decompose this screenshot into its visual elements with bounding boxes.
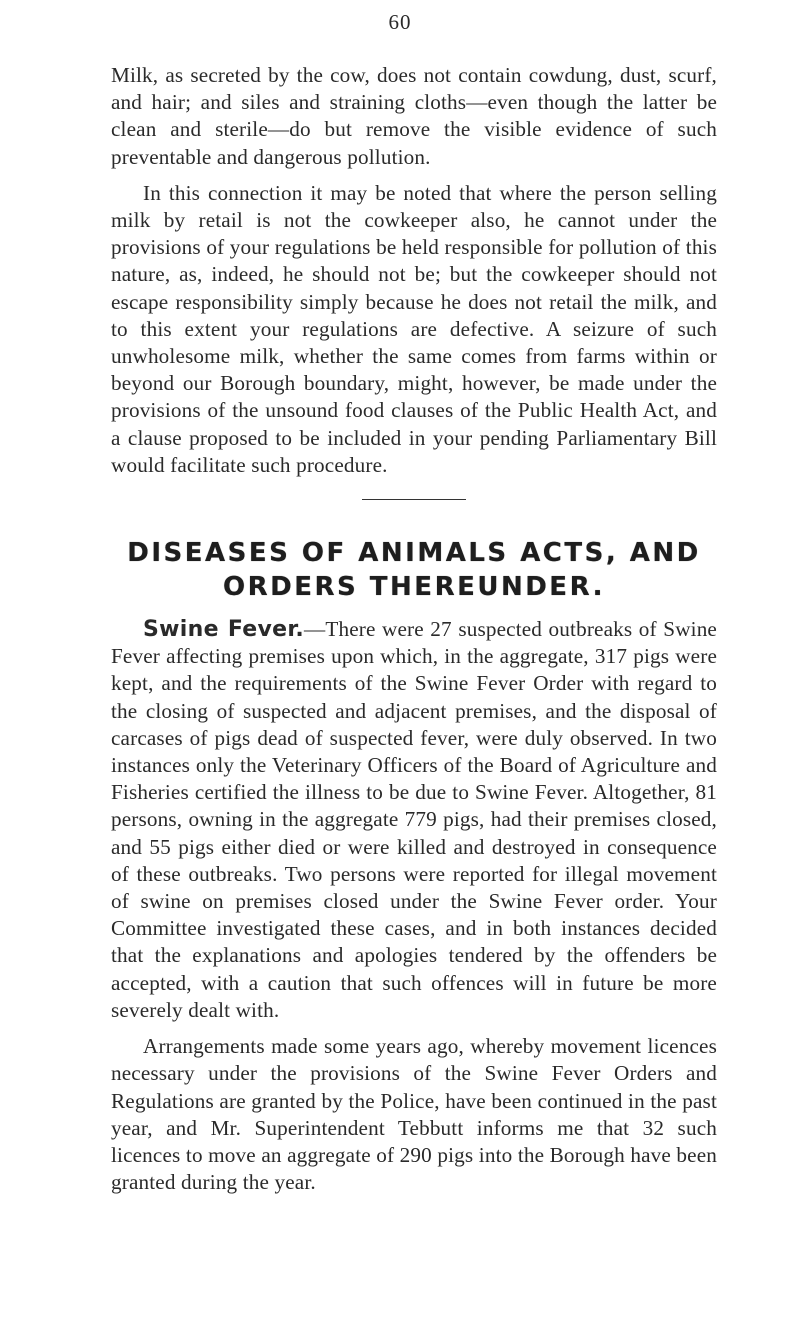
paragraph-swine-fever xyxy=(111,616,717,1024)
page-number: 60 xyxy=(388,10,412,34)
section-heading xyxy=(111,536,717,604)
section-heading-line-1: DISEASES OF ANIMALS ACTS, AND xyxy=(127,538,701,569)
section-heading-line-2: ORDERS THEREUNDER. xyxy=(223,572,605,603)
paragraph-regulations: In this connection it may be noted that where the person selling milk by retail is not the cowkeeper also, he cannot under the provisions of your regulations be held responsible for pollution of this nature, as, indeed, he should not be; but the cowkeeper should not escape responsibility simply because he does not retail the milk, and to this extent your regulations are defective. A seizure of such unwholesome milk, whether the same comes from farms within or beyond our Borough boundary, might, however, be made under the provisions of the unsound food clauses of the Public Health Act, and a clause proposed to be included in your pending Parliamentary Bill would facilitate such procedure. xyxy=(111,180,717,477)
swine-fever-label: Swine Fever. xyxy=(143,617,305,643)
paragraph-milk-pollution: Milk, as secreted by the cow, does not contain cowdung, dust, scurf, and hair; and siles and straining cloths—even though the latter be clean and sterile—do but remove the visible evidence of such preventable and dangerous pollution. xyxy=(111,63,717,169)
paragraph-movement-licences: Arrangements made some years ago, whereby movement licences necessary under the provisions of the Swine Fever Orders and Regulations are granted by the Police, have been continued in the past year, and Mr. Superintendent Tebbutt informs me that 32 such licences to move an aggregate of 290 pigs into the Borough have been granted during the year. xyxy=(111,1034,717,1195)
section-divider xyxy=(362,499,466,500)
swine-fever-text: —There were 27 suspected outbreaks of Swine Fever affecting premises upon which, in the aggregate, 317 pigs were kept, and the requirements of the Swine Fever Order with regard to the closing of suspected and adjacent premises, and the disposal of carcases of pigs dead of suspected fever, were duly observed. In two instances only the Veterinary Officers of the Board of Agriculture and Fisheries certified the illness to be due to Swine Fever. Altogether, 81 persons, owning in the aggregate 779 pigs, had their premises closed, and 55 pigs either died or were killed and destroyed in consequence of these outbreaks. Two persons were reported for illegal movement of swine on premises closed under the Swine Fever order. Your Committee investigated these cases, and in both instances decided that the explanations and apologies tendered by the offenders be accepted, with a caution that such offences will in future be more severely dealt with. xyxy=(111,617,717,1022)
body-text xyxy=(111,62,717,1196)
